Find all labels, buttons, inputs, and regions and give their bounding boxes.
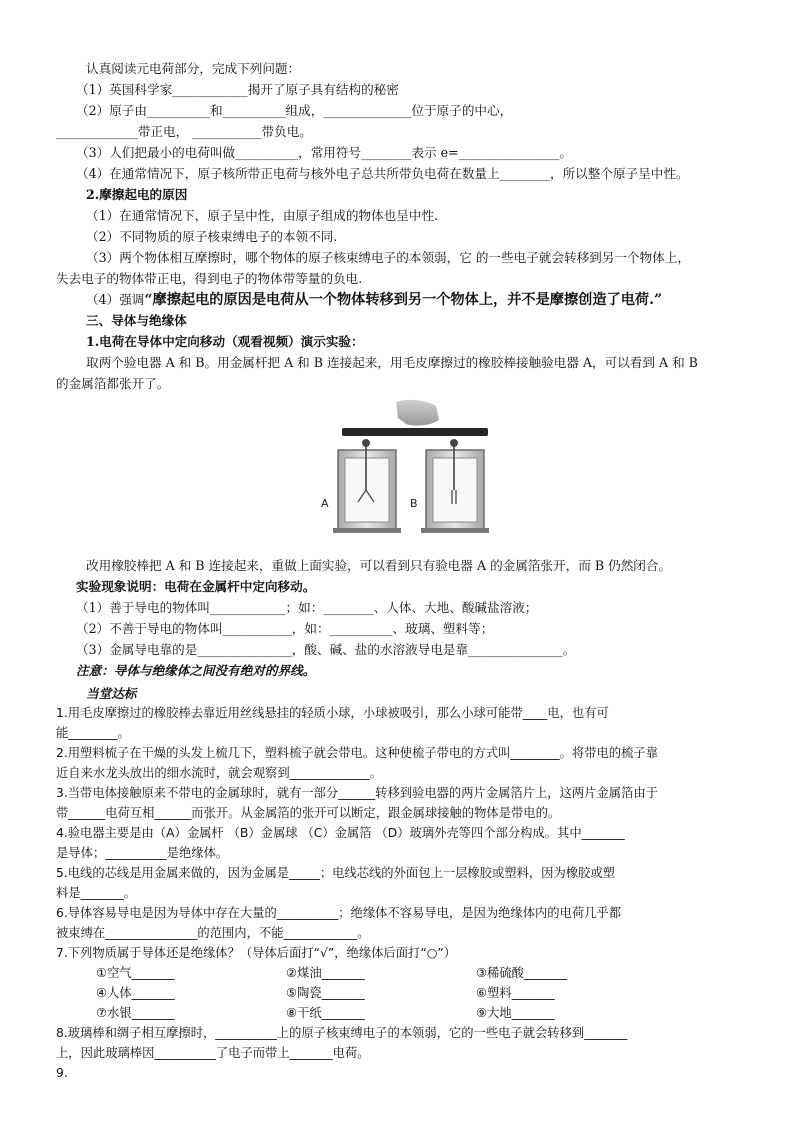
metal-rod xyxy=(342,428,488,436)
option-item: ①空气_______ xyxy=(96,966,175,980)
hand-shape xyxy=(396,400,439,426)
section-three-heading: 三、导体与绝缘体 xyxy=(86,313,187,328)
options-row-3 xyxy=(96,1003,768,1024)
options-row-2 xyxy=(96,983,768,1004)
knob-a xyxy=(362,439,370,447)
note-line: 注意：导体与绝缘体之间没有绝对的界线。 xyxy=(76,663,316,678)
conductor-definition: （1）善于导电的物体叫____________；如：________、人体、大地、酸碱盐溶液； xyxy=(76,600,538,615)
option-item: ⑥塑料_______ xyxy=(476,986,555,1000)
friction-point-3: （3）两个物体相互摩擦时，哪个物体的原子核束缚电子的本领弱，它 的一些电子就会转移到另一个物体上， xyxy=(86,250,690,265)
friction-point-3-cont: 失去电子的物体带正电，得到电子的物体带等量的负电. xyxy=(56,271,363,286)
demo-heading: 1.电荷在导体中定向移动（观看视频）演示实验： xyxy=(86,334,364,349)
exercise-7: 7.下列物质属于导体还是绝缘体？（导体后面打“√”，绝缘体后面打“○”） xyxy=(56,946,457,960)
options-row-1 xyxy=(96,963,768,984)
q2-line: （2）原子由__________和__________组成，______________位于原子的中心， xyxy=(76,103,513,118)
option-item: ⑤陶瓷_______ xyxy=(286,986,365,1000)
electroscope-a xyxy=(333,447,401,533)
label-a: A xyxy=(321,497,329,510)
exercise-9: 9. xyxy=(56,1066,68,1080)
exercise-3-cont: 带______电荷互相______而张开。从金属箔的张开可以断定，跟金属球接触的物体是带电的。 xyxy=(56,806,561,820)
exercise-6-cont: 被束缚在_______________的范围内，不能____________。 xyxy=(56,926,370,940)
exercise-4-cont: 是导体；__________是绝缘体。 xyxy=(56,846,229,860)
exercise-8: 8.玻璃棒和绸子相互摩擦时，__________上的原子核束缚电子的本领弱，它的一些电子就会转移到_______ xyxy=(56,1026,628,1040)
electroscope-b xyxy=(421,447,489,533)
q2-cont-line: _____________带正电， ___________带负电。 xyxy=(56,124,312,139)
demo-rubber-text: 改用橡胶棒把 A 和 B 连接起来，重做上面实验，可以看到只有验电器 A 的金属箔张开，而 B 仍然闭合。 xyxy=(86,558,672,573)
exercise-5-cont: 料是_______。 xyxy=(56,886,136,900)
emphasis-prefix: （4）强调 xyxy=(86,292,145,307)
exercise-2-cont: 近自来水龙头放出的细水流时，就会观察到_____________。 xyxy=(56,766,382,780)
q3-line: （3）人们把最小的电荷叫做__________，常用符号________表示 e=________________。 xyxy=(76,145,572,160)
metal-conduction-line: （3）金属导电靠的是_______________，酸、碱、盐的水溶液导电是靠_______________。 xyxy=(76,642,576,657)
option-item: ⑨大地_______ xyxy=(476,1006,555,1020)
electroscope-figure xyxy=(318,398,490,538)
friction-point-1: （1）在通常情况下，原子呈中性，由原子组成的物体也呈中性. xyxy=(86,208,439,223)
label-b: B xyxy=(410,497,418,510)
q1-line: （1）英国科学家____________揭开了原子具有结构的秘密 xyxy=(76,82,399,97)
q4-line: （4）在通常情况下，原子核所带正电荷与核外电子总共所带负电荷在数量上________，所以整个原子呈中性。 xyxy=(76,166,689,181)
exercise-1: 1.用毛皮摩擦过的橡胶棒去靠近用丝线悬挂的轻质小球，小球被吸引，那么小球可能带____电，也有可 xyxy=(56,706,609,720)
demo-text: 取两个验电器 A 和 B。用金属杆把 A 和 B 连接起来，用毛皮摩擦过的橡胶棒接触验电器 A，可以看到 A 和 B xyxy=(86,355,698,370)
exercise-5: 5.电线的芯线是用金属来做的，因为金属是_____；电线芯线的外面包上一层橡胶或塑料，因为橡胶或塑 xyxy=(56,866,615,880)
option-item: ⑦水银_______ xyxy=(96,1006,175,1020)
experiment-conclusion: 实验现象说明：电荷在金属杆中定向移动。 xyxy=(76,579,316,594)
intro-line: 认真阅读元电荷部分，完成下列问题： xyxy=(86,61,301,76)
option-item: ④人体_______ xyxy=(96,986,175,1000)
exercise-1-cont: 能________。 xyxy=(56,726,130,740)
exercise-heading: 当堂达标 xyxy=(86,686,137,701)
exercise-3: 3.当带电体接触原来不带电的金属球时，就有一部分______转移到验电器的两片金属箔片上，这两片金属箔由于 xyxy=(56,786,658,800)
exercise-6: 6.导体容易导电是因为导体中存在大量的__________；绝缘体不容易导电，是因为绝缘体内的电荷几乎都 xyxy=(56,906,622,920)
insulator-definition: （2）不善于导电的物体叫___________，如：__________、玻璃、塑料等； xyxy=(76,621,494,636)
emphasis-statement: “摩擦起电的原因是电荷从一个物体转移到另一个物体上，并不是摩擦创造了电荷.” xyxy=(144,292,663,308)
option-item: ②煤油_______ xyxy=(286,966,365,980)
exercise-8-cont: 上，因此玻璃棒因__________了电子而带上_______电荷。 xyxy=(56,1046,370,1060)
knob-b xyxy=(450,439,458,447)
option-item: ③稀硫酸_______ xyxy=(476,966,567,980)
friction-point-4 xyxy=(86,289,768,310)
option-item: ⑧干纸_______ xyxy=(286,1006,365,1020)
section-friction-heading: 2.摩擦起电的原因 xyxy=(86,187,188,202)
demo-text-cont: 的金属箔都张开了。 xyxy=(56,376,170,391)
friction-point-2: （2）不同物质的原子核束缚电子的本领不同. xyxy=(86,229,338,244)
exercise-2: 2.用塑料梳子在干燥的头发上梳几下，塑料梳子就会带电。这种使梳子带电的方式叫________。将带电的梳子靠 xyxy=(56,746,658,760)
exercise-4: 4.验电器主要是由（A）金属杆 （B）金属球 （C）金属箔 （D）玻璃外壳等四个部分构成。其中_______ xyxy=(56,826,625,840)
